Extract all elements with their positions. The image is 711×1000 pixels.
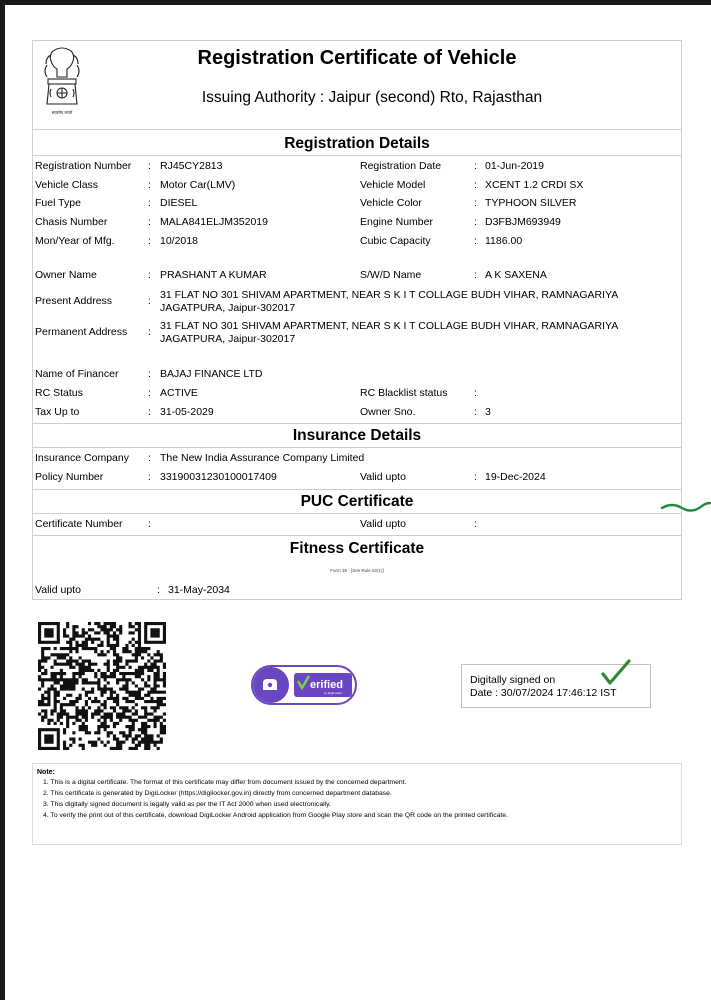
form-reference: Form 38 - [See Rule 62(1)]: [330, 568, 384, 573]
signature-line1: Digitally signed on: [470, 674, 556, 686]
permanent-address-line2: JAGATPURA, Jaipur-302017: [160, 333, 296, 345]
fitness-valid-upto-value: 31-May-2034: [168, 584, 230, 596]
notes-box: [32, 763, 682, 845]
registration-date-value: 01-Jun-2019: [485, 160, 544, 172]
separator: :: [148, 406, 151, 418]
digilocker-verified-badge: [250, 663, 358, 707]
field-label: Valid upto: [360, 471, 406, 483]
field-label: Chasis Number: [35, 216, 108, 228]
separator: :: [148, 235, 151, 247]
field-label: Permanent Address: [35, 326, 128, 338]
separator: :: [148, 216, 151, 228]
present-address-line2: JAGATPURA, Jaipur-302017: [160, 302, 296, 314]
separator: :: [474, 471, 477, 483]
separator: :: [474, 216, 477, 228]
separator: :: [148, 452, 151, 464]
signature-date: Date : 30/07/2024 17:46:12 IST: [470, 687, 617, 699]
separator: :: [148, 326, 151, 338]
engine-number-value: D3FBJM693949: [485, 216, 561, 228]
separator: :: [474, 387, 477, 399]
separator: :: [148, 368, 151, 380]
separator: :: [148, 387, 151, 399]
divider: [33, 423, 681, 424]
separator: :: [474, 235, 477, 247]
present-address-line1: 31 FLAT NO 301 SHIVAM APARTMENT, NEAR S K I T COLLAGE BUDH VIHAR, RAMNAGARIYA: [160, 289, 619, 301]
field-label: Insurance Company: [35, 452, 129, 464]
separator: :: [148, 471, 151, 483]
puc-certificate-title: PUC Certificate: [300, 493, 414, 510]
svg-text:सत्यमेव जयते: सत्यमेव जयते: [51, 110, 73, 115]
notes-title: Note:: [37, 769, 55, 776]
policy-number-value: 33190031230100017409: [160, 471, 277, 483]
field-label: Policy Number: [35, 471, 104, 483]
field-label: RC Status: [35, 387, 83, 399]
fitness-certificate-title: Fitness Certificate: [289, 540, 425, 557]
field-label: Vehicle Model: [360, 179, 426, 191]
financer-value: BAJAJ FINANCE LTD: [160, 368, 263, 380]
page-left-edge: [0, 0, 5, 1000]
swd-name-value: A K SAXENA: [485, 269, 547, 281]
field-label: Present Address: [35, 295, 113, 307]
divider: [33, 489, 681, 490]
separator: :: [148, 160, 151, 172]
separator: :: [148, 179, 151, 191]
cubic-capacity-value: 1186.00: [485, 235, 523, 247]
separator: :: [148, 295, 151, 307]
separator: :: [474, 518, 477, 530]
insurance-details-title: Insurance Details: [292, 427, 422, 444]
divider: [33, 447, 681, 448]
field-label: Registration Date: [360, 160, 442, 172]
vehicle-class-value: Motor Car(LMV): [160, 179, 236, 191]
digital-signature-box: [461, 664, 651, 708]
field-label: Owner Name: [35, 269, 97, 281]
certificate-header: [33, 41, 681, 130]
divider: [33, 155, 681, 156]
divider: [33, 535, 681, 536]
issuing-authority: Issuing Authority : Jaipur (second) Rto, Rajasthan: [201, 89, 543, 106]
owner-name-value: PRASHANT A KUMAR: [160, 269, 267, 281]
field-label: Mon/Year of Mfg.: [35, 235, 115, 247]
insurance-company-value: The New India Assurance Company Limited: [160, 452, 365, 464]
separator: :: [474, 179, 477, 191]
insurance-valid-upto-value: 19-Dec-2024: [485, 471, 546, 483]
field-label: Tax Up to: [35, 406, 80, 418]
note-item: 2. This certificate is generated by DigiLocker (https://digilocker.gov.in) directly from concerned department database.: [43, 790, 392, 797]
field-label: RC Blacklist status: [360, 387, 448, 399]
separator: :: [474, 406, 477, 418]
page-top-edge: [0, 0, 711, 5]
registration-details-title: Registration Details: [284, 135, 430, 152]
permanent-address-line1: 31 FLAT NO 301 SHIVAM APARTMENT, NEAR S K I T COLLAGE BUDH VIHAR, RAMNAGARIYA: [160, 320, 619, 332]
field-label: Cubic Capacity: [360, 235, 431, 247]
tax-up-to-value: 31-05-2029: [160, 406, 214, 418]
owner-sno-value: 3: [485, 406, 491, 418]
separator: :: [148, 518, 151, 530]
vehicle-model-value: XCENT 1.2 CRDI SX: [485, 179, 584, 191]
field-label: Owner Sno.: [360, 406, 416, 418]
note-item: 1. This is a digital certificate. The format of this certificate may differ from document issued by the concerned department.: [43, 779, 407, 786]
note-item: 3. This digitally signed document is legally valid as per the IT Act 2000 when used electronically.: [43, 801, 331, 808]
vehicle-color-value: TYPHOON SILVER: [485, 197, 577, 209]
separator: :: [148, 269, 151, 281]
divider: [33, 513, 681, 514]
svg-text:erified: erified: [310, 679, 344, 691]
qr-code[interactable]: [38, 622, 166, 750]
mfg-value: 10/2018: [160, 235, 198, 247]
field-label: Valid upto: [35, 584, 81, 596]
certificate-body: [32, 40, 682, 600]
separator: :: [474, 197, 477, 209]
registration-number-value: RJ45CY2813: [160, 160, 223, 172]
chasis-number-value: MALA841ELJM352019: [160, 216, 268, 228]
certificate-title: Registration Certificate of Vehicle: [197, 47, 517, 69]
check-icon: [600, 659, 632, 687]
field-label: Name of Financer: [35, 368, 119, 380]
note-item: 4. To verify the print out of this certificate, download DigiLocker Android application from Google Play store and scan the QR code on the printed certificate.: [43, 812, 508, 819]
field-label: Engine Number: [360, 216, 433, 228]
separator: :: [157, 584, 160, 596]
separator: :: [474, 160, 477, 172]
green-pen-mark: [660, 496, 711, 516]
field-label: Vehicle Class: [35, 179, 99, 191]
field-label: Certificate Number: [35, 518, 123, 530]
field-label: Valid upto: [360, 518, 406, 530]
svg-text:by DigiLocker: by DigiLocker: [324, 691, 343, 695]
separator: :: [148, 197, 151, 209]
fuel-type-value: DIESEL: [160, 197, 198, 209]
separator: :: [474, 269, 477, 281]
field-label: S/W/D Name: [360, 269, 422, 281]
field-label: Registration Number: [35, 160, 132, 172]
rc-status-value: ACTIVE: [160, 387, 198, 399]
field-label: Vehicle Color: [360, 197, 422, 209]
field-label: Fuel Type: [35, 197, 81, 209]
